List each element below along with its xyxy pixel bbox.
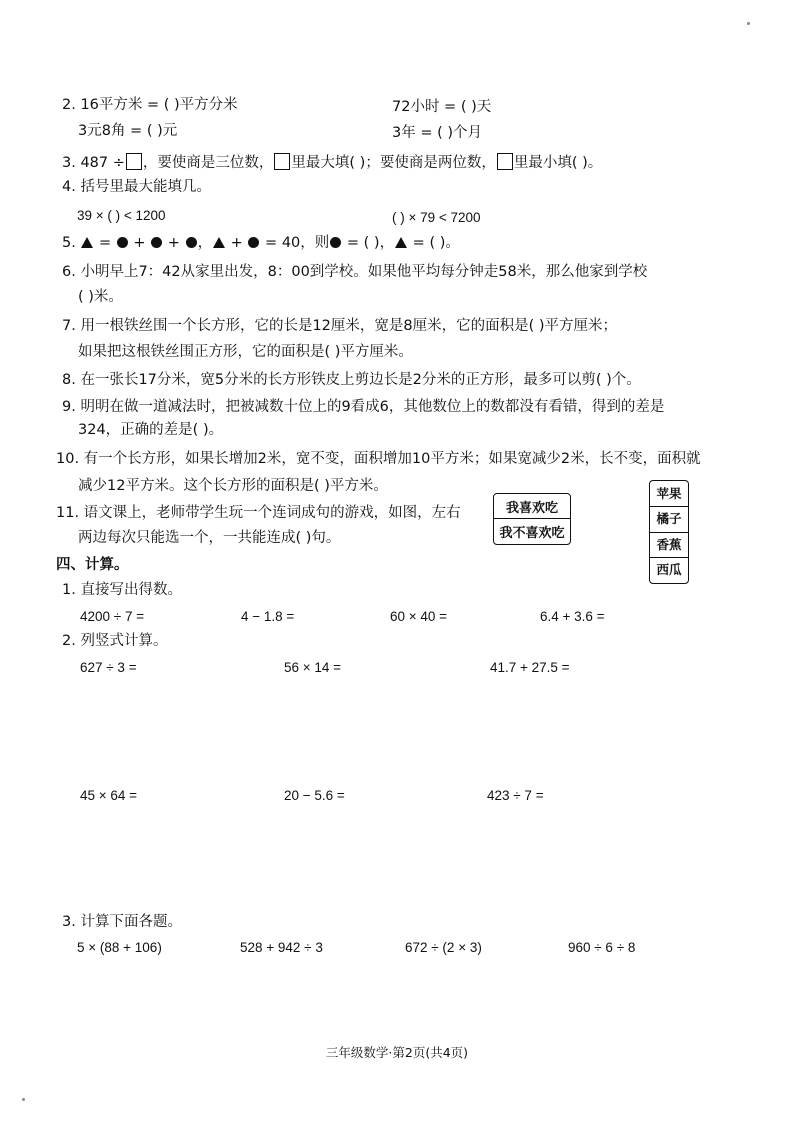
q2-line2-left: 3元8角 = ( )元 (78, 123, 178, 139)
right-word-1: 苹果 (656, 486, 682, 501)
triangle-icon (213, 237, 225, 248)
q3-mid: 里最大填( )；要使商是两位数， (291, 155, 496, 171)
q4-title: 4. 括号里最大能填几。 (62, 179, 211, 195)
q5-pre: 5. (62, 235, 76, 251)
q5-eq2: = 40，则 (260, 235, 330, 251)
oral-item-3: 60 × 40 = (390, 609, 448, 624)
scan-speck (747, 22, 750, 25)
q9-line1: 9. 明明在做一道减法时，把被减数十位上的9看成6，其他数位上的数都没有看错，得到的差是 (62, 399, 665, 415)
calc-item-4: 960 ÷ 6 ÷ 8 (568, 940, 636, 955)
q5-eq3: = ( )， (342, 235, 395, 251)
triangle-icon (81, 237, 93, 248)
q5-line: 5. = + + ， + = 40，则 = ( )， = ( )。 (62, 235, 460, 251)
oral-item-2: 4 − 1.8 = (241, 609, 295, 624)
right-word-4: 西瓜 (656, 562, 682, 577)
q4-expr-a: 39 × ( ) < 1200 (77, 208, 166, 223)
q3-post: ，要使商是三位数， (142, 155, 274, 171)
right-word-3: 香蕉 (656, 537, 682, 552)
right-word-2: 橘子 (656, 511, 682, 526)
q5-eq4: = ( )。 (408, 235, 460, 251)
left-word-1: 我喜欢吃 (505, 501, 558, 516)
part2-title: 2. 列竖式计算。 (62, 633, 168, 649)
q6-line2: ( )米。 (78, 289, 123, 305)
vertical-item-6: 423 ÷ 7 = (487, 788, 544, 803)
vertical-item-1: 627 ÷ 3 = (80, 660, 137, 675)
q3-pre: 3. 487 ÷ (62, 155, 125, 171)
scan-speck (22, 1098, 25, 1101)
left-word-box (493, 493, 571, 545)
vertical-item-5: 20 − 5.6 = (284, 788, 345, 803)
part3-title: 3. 计算下面各题。 (62, 914, 182, 930)
q10-line1: 10. 有一个长方形，如果长增加2米，宽不变，面积增加10平方米；如果宽减少2米，长不变，面积就 (56, 451, 701, 467)
page-footer: 三年级数学·第2页(共4页) (325, 1045, 469, 1060)
vertical-item-3: 41.7 + 27.5 = (490, 660, 570, 675)
q10-line2: 减少12平方米。这个长方形的面积是( )平方米。 (78, 478, 388, 494)
circle-icon (186, 237, 197, 248)
blank-square-icon (497, 153, 513, 170)
calc-item-1: 5 × (88 + 106) (77, 940, 162, 955)
q3-line (62, 153, 602, 173)
q3-end: 里最小填( )。 (513, 155, 603, 171)
plus-sign: + (128, 235, 151, 251)
q9-line2: 324，正确的差是( )。 (78, 422, 224, 438)
q11-line1: 11. 语文课上，老师带学生玩一个连词成句的游戏，如图，左右 (56, 505, 461, 521)
oral-item-1: 4200 ÷ 7 = (80, 609, 145, 624)
blank-square-icon (274, 153, 290, 170)
divider (494, 518, 570, 519)
q4-expr-b: ( ) × 79 < 7200 (392, 210, 481, 225)
circle-icon (117, 237, 128, 248)
vertical-item-2: 56 × 14 = (284, 660, 342, 675)
q8-line1: 8. 在一张长17分米，宽5分米的长方形铁皮上剪边长是2分米的正方形，最多可以剪( )个。 (62, 372, 641, 388)
circle-icon (248, 237, 259, 248)
triangle-icon (395, 237, 407, 248)
q5-eq: = (94, 235, 116, 251)
right-word-box (649, 480, 689, 584)
part1-title: 1. 直接写出得数。 (62, 582, 182, 598)
calc-item-2: 528 + 942 ÷ 3 (240, 940, 323, 955)
q2-line1-right: 72小时 = ( )天 (392, 99, 492, 115)
q11-line2: 两边每次只能选一个，一共能连成( )句。 (78, 530, 341, 546)
blank-square-icon (126, 153, 142, 170)
circle-icon (330, 237, 341, 248)
q2-line1-left: 2. 16平方米 = ( )平方分米 (62, 97, 238, 113)
q2-line2-right: 3年 = ( )个月 (392, 125, 483, 141)
q7-line2: 如果把这根铁丝围正方形，它的面积是( )平方厘米。 (78, 344, 413, 360)
left-word-2: 我不喜欢吃 (499, 526, 565, 541)
plus-sign: + (163, 235, 185, 251)
section4-title: 四、计算。 (56, 557, 129, 573)
q6-line1: 6. 小明早上7：42从家里出发，8：00到学校。如果他平均每分钟走58米，那么他家到学校 (62, 264, 648, 280)
q7-line1: 7. 用一根铁丝围一个长方形，它的长是12厘米，宽是8厘米，它的面积是( )平方厘米； (62, 318, 618, 334)
circle-icon (151, 237, 162, 248)
calc-item-3: 672 ÷ (2 × 3) (405, 940, 482, 955)
vertical-item-4: 45 × 64 = (80, 788, 138, 803)
plus-sign: + (226, 235, 248, 251)
oral-item-4: 6.4 + 3.6 = (540, 609, 605, 624)
